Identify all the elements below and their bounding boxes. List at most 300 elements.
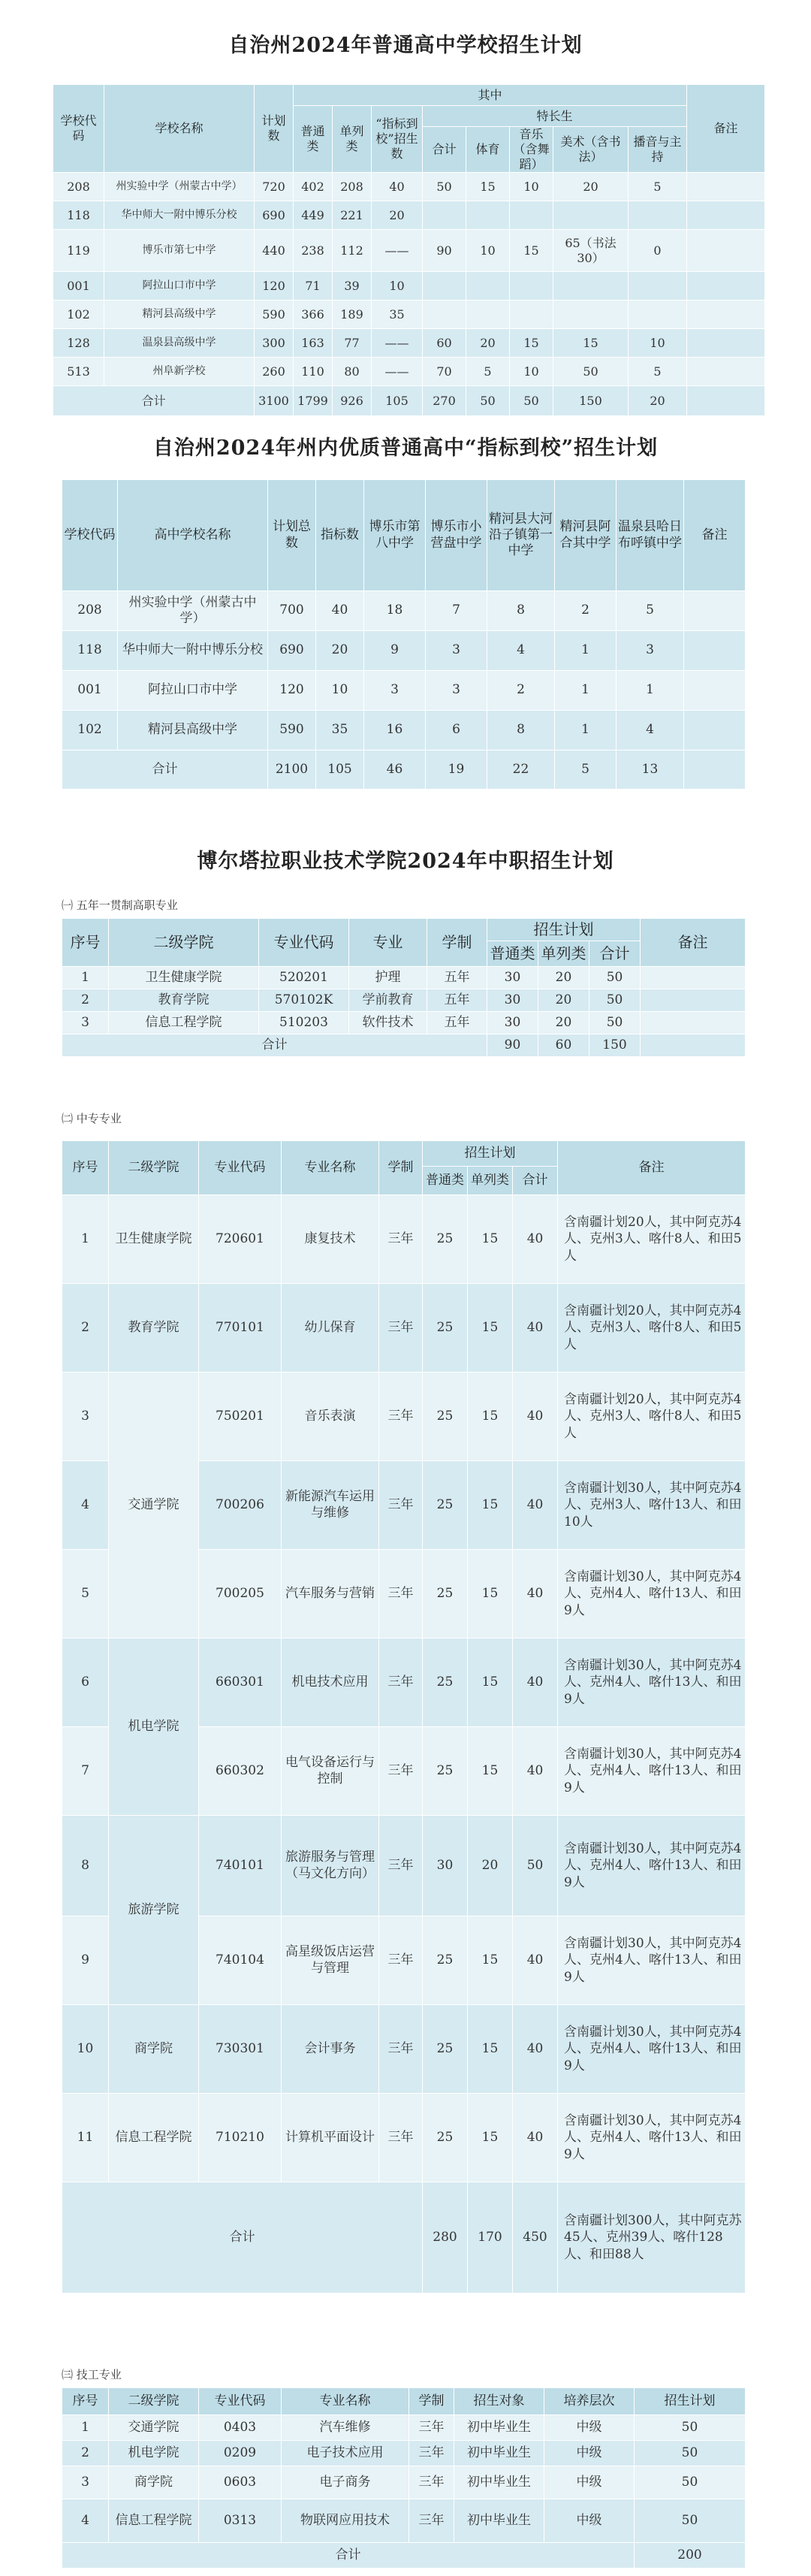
col-plan-total: 计划数 bbox=[255, 85, 294, 173]
cell-general: 25 bbox=[423, 1373, 468, 1461]
cell-col-6: 2 bbox=[487, 671, 555, 711]
total-remark bbox=[641, 1034, 746, 1057]
cell-col-4: 三年 bbox=[409, 2499, 454, 2543]
cell-col-4: 三年 bbox=[409, 2441, 454, 2466]
col-header-3: 指标数 bbox=[316, 480, 364, 591]
cell-single: 15 bbox=[468, 1727, 513, 1816]
cell-general: 25 bbox=[423, 1284, 468, 1373]
cell-single: 15 bbox=[468, 1284, 513, 1373]
cell-total: 40 bbox=[513, 1638, 558, 1727]
cell-col-0: 3 bbox=[62, 2466, 109, 2499]
cell-single: 15 bbox=[468, 2005, 513, 2094]
col-school-name: 学校名称 bbox=[104, 85, 255, 173]
cell-subtotal bbox=[423, 272, 466, 300]
total-row bbox=[62, 750, 746, 790]
cell-broadcast: 5 bbox=[629, 173, 687, 201]
cell-single: 15 bbox=[468, 1461, 513, 1550]
cell-col-5: 30 bbox=[487, 989, 538, 1012]
col-header-6: 精河县大河沿子镇第一中学 bbox=[487, 480, 555, 591]
cell-subtotal: 50 bbox=[423, 173, 466, 201]
cell-col-7: 50 bbox=[589, 967, 641, 989]
col-art: 美术（含书法） bbox=[553, 127, 629, 173]
total-single: 60 bbox=[538, 1034, 589, 1057]
cell-single: 20 bbox=[468, 1816, 513, 1916]
cell-school-code: 119 bbox=[53, 230, 104, 272]
cell-general: 30 bbox=[423, 1816, 468, 1916]
total-label: 合计 bbox=[62, 2543, 635, 2568]
cell-single: 926 bbox=[333, 386, 372, 416]
cell-art bbox=[553, 300, 629, 329]
cell-no: 9 bbox=[62, 1916, 109, 2005]
cell-plan-total: 590 bbox=[255, 300, 294, 329]
cell-sports: 50 bbox=[466, 386, 510, 416]
cell-single: 15 bbox=[468, 1195, 513, 1284]
cell-single: 80 bbox=[333, 358, 372, 386]
sub-five-year: ㈠ 五年一贯制高职专业 bbox=[62, 898, 178, 912]
cell-col-9 bbox=[684, 591, 746, 631]
total-row bbox=[62, 2182, 746, 2294]
cell-music bbox=[510, 201, 553, 230]
cell-col-4: 五年 bbox=[427, 989, 487, 1012]
col-no: 序号 bbox=[62, 919, 109, 967]
cell-col-3: 电子技术应用 bbox=[282, 2441, 409, 2466]
cell-remark bbox=[687, 386, 765, 416]
table-row bbox=[62, 1012, 746, 1034]
cell-no: 10 bbox=[62, 2005, 109, 2094]
cell-col-0: 102 bbox=[62, 711, 118, 750]
cell-plan-total: 3100 bbox=[255, 386, 294, 416]
col-college: 二级学院 bbox=[109, 919, 259, 967]
cell-major: 新能源汽车运用与维修 bbox=[282, 1461, 379, 1550]
col-subtotal: 合计 bbox=[423, 127, 466, 173]
cell-art: 50 bbox=[553, 358, 629, 386]
cell-col-5: 初中毕业生 bbox=[454, 2441, 544, 2466]
cell-code: 700206 bbox=[199, 1461, 282, 1550]
cell-col-7: 2 bbox=[555, 591, 617, 631]
total-single: 170 bbox=[468, 2182, 513, 2294]
cell-art: 150 bbox=[553, 386, 629, 416]
cell-col-2: 0403 bbox=[199, 2415, 282, 2441]
cell-col-2: 700 bbox=[268, 591, 316, 631]
cell-col-2: 590 bbox=[268, 711, 316, 750]
table-row bbox=[53, 329, 765, 358]
cell-col-2: 120 bbox=[268, 671, 316, 711]
cell-music: 10 bbox=[510, 173, 553, 201]
cell-major: 机电技术应用 bbox=[282, 1638, 379, 1727]
total-row bbox=[62, 2543, 746, 2568]
cell-general: 449 bbox=[294, 201, 333, 230]
table-row bbox=[62, 711, 746, 750]
cell-single: 208 bbox=[333, 173, 372, 201]
cell-note: 含南疆计划20人，其中阿克苏4人、克州3人、喀什8人、和田5人 bbox=[558, 1195, 746, 1284]
cell-no: 11 bbox=[62, 2094, 109, 2182]
cell-years: 三年 bbox=[379, 1916, 423, 2005]
table-row bbox=[62, 1373, 746, 1461]
cell-col-7: 50 bbox=[635, 2415, 746, 2441]
total-label: 合计 bbox=[62, 1034, 487, 1057]
section2-title: 自治州2024年州内优质普通高中“指标到校”招生计划 bbox=[152, 436, 659, 460]
table-row bbox=[53, 358, 765, 386]
table-row bbox=[53, 173, 765, 201]
cell-col-6: 中级 bbox=[544, 2415, 635, 2441]
cell-note: 含南疆计划20人，其中阿克苏4人、克州3人、喀什8人、和田5人 bbox=[558, 1373, 746, 1461]
cell-no: 8 bbox=[62, 1816, 109, 1916]
cell-art bbox=[553, 201, 629, 230]
cell-col-0: 4 bbox=[62, 2499, 109, 2543]
col-header-1: 高中学校名称 bbox=[118, 480, 268, 591]
col-remark: 备注 bbox=[558, 1141, 746, 1195]
cell-major: 音乐表演 bbox=[282, 1373, 379, 1461]
col-header-1: 二级学院 bbox=[109, 2388, 199, 2415]
cell-major: 电气设备运行与控制 bbox=[282, 1727, 379, 1816]
table-row bbox=[62, 1284, 746, 1373]
col-no: 序号 bbox=[62, 1141, 109, 1195]
col-header-4: 学制 bbox=[409, 2388, 454, 2415]
cell-years: 三年 bbox=[379, 1284, 423, 1373]
cell-sports: 20 bbox=[466, 329, 510, 358]
cell-single: 15 bbox=[468, 1373, 513, 1461]
cell-col-6: 8 bbox=[487, 711, 555, 750]
col-header-9: 备注 bbox=[684, 480, 746, 591]
total-cell-0: 合计 bbox=[62, 750, 268, 790]
cell-col-7: 1 bbox=[555, 711, 617, 750]
cell-col-4: 18 bbox=[364, 591, 426, 631]
cell-col-8: 4 bbox=[617, 711, 684, 750]
cell-col-1: 机电学院 bbox=[109, 2441, 199, 2466]
cell-col-3: 35 bbox=[316, 711, 364, 750]
cell-col-8: 3 bbox=[617, 631, 684, 671]
col-single: 单列类 bbox=[538, 941, 589, 967]
cell-col-7: 50 bbox=[635, 2441, 746, 2466]
total-cell-6: 5 bbox=[555, 750, 617, 790]
cell-general: 402 bbox=[294, 173, 333, 201]
col-remark: 备注 bbox=[687, 85, 765, 173]
cell-col-6: 20 bbox=[538, 1012, 589, 1034]
cell-general: 366 bbox=[294, 300, 333, 329]
cell-col-1: 阿拉山口市中学 bbox=[118, 671, 268, 711]
table-row bbox=[62, 1816, 746, 1916]
cell-total: 40 bbox=[513, 1373, 558, 1461]
col-years: 学制 bbox=[379, 1141, 423, 1195]
cell-general: 25 bbox=[423, 1916, 468, 2005]
cell-col-5: 30 bbox=[487, 967, 538, 989]
col-single: 单列类 bbox=[468, 1167, 513, 1195]
cell-single: 77 bbox=[333, 329, 372, 358]
cell-col-2: 0313 bbox=[199, 2499, 282, 2543]
cell-col-5: 初中毕业生 bbox=[454, 2466, 544, 2499]
cell-no: 1 bbox=[62, 1195, 109, 1284]
sub-secondary: ㈡ 中专专业 bbox=[62, 1112, 122, 1125]
col-total: 合计 bbox=[589, 941, 641, 967]
col-of-which: 其中 bbox=[294, 85, 687, 106]
cell-total: 40 bbox=[513, 2094, 558, 2182]
cell-col-7: 50 bbox=[589, 989, 641, 1012]
cell-col-8 bbox=[641, 967, 746, 989]
cell-subtotal bbox=[423, 300, 466, 329]
col-header-8: 温泉县哈日布呼镇中学 bbox=[617, 480, 684, 591]
cell-school-code: 128 bbox=[53, 329, 104, 358]
cell-years: 三年 bbox=[379, 1373, 423, 1461]
table-target-plan bbox=[62, 479, 746, 790]
cell-general: 25 bbox=[423, 1550, 468, 1638]
cell-code: 740104 bbox=[199, 1916, 282, 2005]
cell-music: 10 bbox=[510, 358, 553, 386]
cell-col-2: 0209 bbox=[199, 2441, 282, 2466]
cell-general: 25 bbox=[423, 1638, 468, 1727]
cell-col-2: 520201 bbox=[259, 967, 349, 989]
cell-code: 660301 bbox=[199, 1638, 282, 1727]
col-single: 单列类 bbox=[333, 106, 372, 173]
cell-col-2: 570102K bbox=[259, 989, 349, 1012]
table-row bbox=[53, 230, 765, 272]
total-cell-2: 105 bbox=[316, 750, 364, 790]
cell-plan-total: 720 bbox=[255, 173, 294, 201]
cell-code: 730301 bbox=[199, 2005, 282, 2094]
col-school-code: 学校代码 bbox=[53, 85, 104, 173]
table-high-school-plan bbox=[53, 84, 765, 416]
col-music: 音乐（含舞蹈） bbox=[510, 127, 553, 173]
section3-title: 博尔塔拉职业技术学院2024年中职招生计划 bbox=[197, 850, 614, 873]
col-header-3: 专业名称 bbox=[282, 2388, 409, 2415]
sub-technical: ㈢ 技工专业 bbox=[62, 2368, 122, 2381]
cell-col-0: 208 bbox=[62, 591, 118, 631]
cell-broadcast: 20 bbox=[629, 386, 687, 416]
cell-single: 15 bbox=[468, 1916, 513, 2005]
cell-col-9 bbox=[684, 671, 746, 711]
total-general: 90 bbox=[487, 1034, 538, 1057]
cell-major: 汽车服务与营销 bbox=[282, 1550, 379, 1638]
cell-col-5: 3 bbox=[426, 631, 487, 671]
cell-years: 三年 bbox=[379, 1195, 423, 1284]
cell-music bbox=[510, 300, 553, 329]
total-total: 450 bbox=[513, 2182, 558, 2294]
table-row bbox=[62, 591, 746, 631]
cell-no: 4 bbox=[62, 1461, 109, 1550]
cell-music: 15 bbox=[510, 329, 553, 358]
cell-college: 教育学院 bbox=[109, 1284, 199, 1373]
cell-col-4: 五年 bbox=[427, 1012, 487, 1034]
table-row bbox=[62, 2441, 746, 2466]
cell-col-4: 9 bbox=[364, 631, 426, 671]
cell-art: 65（书法30） bbox=[553, 230, 629, 272]
cell-note: 含南疆计划30人，其中阿克苏4人、克州4人、喀什13人、和田9人 bbox=[558, 1638, 746, 1727]
cell-col-2: 510203 bbox=[259, 1012, 349, 1034]
cell-col-1: 教育学院 bbox=[109, 989, 259, 1012]
cell-col-0: 001 bbox=[62, 671, 118, 711]
cell-col-3: 护理 bbox=[349, 967, 427, 989]
cell-major: 高星级饭店运营与管理 bbox=[282, 1916, 379, 2005]
cell-col-6: 中级 bbox=[544, 2499, 635, 2543]
cell-plan-total: 260 bbox=[255, 358, 294, 386]
cell-note: 含南疆计划30人，其中阿克苏4人、克州4人、喀什13人、和田9人 bbox=[558, 1816, 746, 1916]
cell-col-0: 1 bbox=[62, 967, 109, 989]
cell-col-1: 精河县高级中学 bbox=[118, 711, 268, 750]
table-technical bbox=[62, 2387, 746, 2568]
cell-subtotal: 270 bbox=[423, 386, 466, 416]
cell-target: 20 bbox=[372, 201, 423, 230]
cell-broadcast bbox=[629, 272, 687, 300]
total-cell-7: 13 bbox=[617, 750, 684, 790]
cell-school-name: 博乐市第七中学 bbox=[104, 230, 255, 272]
cell-total: 40 bbox=[513, 2005, 558, 2094]
cell-col-5: 3 bbox=[426, 671, 487, 711]
col-header-7: 精河县阿合其中学 bbox=[555, 480, 617, 591]
col-major: 专业 bbox=[349, 919, 427, 967]
cell-col-4: 16 bbox=[364, 711, 426, 750]
cell-years: 三年 bbox=[379, 1727, 423, 1816]
col-header-2: 专业代码 bbox=[199, 2388, 282, 2415]
cell-note: 含南疆计划30人，其中阿克苏4人、克州4人、喀什13人、和田9人 bbox=[558, 2094, 746, 2182]
cell-col-0: 2 bbox=[62, 2441, 109, 2466]
cell-no: 7 bbox=[62, 1727, 109, 1816]
cell-school-name: 州实验中学（州蒙古中学） bbox=[104, 173, 255, 201]
total-cell-1: 2100 bbox=[268, 750, 316, 790]
cell-col-5: 30 bbox=[487, 1012, 538, 1034]
table-row bbox=[62, 1195, 746, 1284]
cell-note: 含南疆计划30人，其中阿克苏4人、克州4人、喀什13人、和田9人 bbox=[558, 1727, 746, 1816]
table-row bbox=[62, 1638, 746, 1727]
cell-total: 40 bbox=[513, 1727, 558, 1816]
cell-subtotal bbox=[423, 201, 466, 230]
table-row bbox=[62, 989, 746, 1012]
cell-code: 740101 bbox=[199, 1816, 282, 1916]
cell-col-1: 卫生健康学院 bbox=[109, 967, 259, 989]
cell-school-code: 102 bbox=[53, 300, 104, 329]
cell-col-6: 中级 bbox=[544, 2466, 635, 2499]
cell-total: 40 bbox=[513, 1550, 558, 1638]
cell-col-2: 0603 bbox=[199, 2466, 282, 2499]
col-header-7: 招生计划 bbox=[635, 2388, 746, 2415]
cell-col-4: 三年 bbox=[409, 2466, 454, 2499]
cell-music bbox=[510, 272, 553, 300]
cell-total: 40 bbox=[513, 1195, 558, 1284]
cell-sports: 5 bbox=[466, 358, 510, 386]
col-general: 普通类 bbox=[487, 941, 538, 967]
cell-sports bbox=[466, 272, 510, 300]
cell-col-7: 1 bbox=[555, 671, 617, 711]
cell-general: 25 bbox=[423, 1461, 468, 1550]
cell-subtotal: 90 bbox=[423, 230, 466, 272]
cell-college: 旅游学院 bbox=[109, 1816, 199, 2005]
cell-general: 25 bbox=[423, 1195, 468, 1284]
cell-col-7: 50 bbox=[635, 2466, 746, 2499]
cell-col-2: 690 bbox=[268, 631, 316, 671]
cell-single: 15 bbox=[468, 1550, 513, 1638]
cell-school-code: 118 bbox=[53, 201, 104, 230]
total-row bbox=[62, 1034, 746, 1057]
cell-broadcast: 0 bbox=[629, 230, 687, 272]
col-plan: 招生计划 bbox=[487, 919, 641, 941]
cell-target: —— bbox=[372, 329, 423, 358]
cell-single: 15 bbox=[468, 1638, 513, 1727]
col-header-5: 博乐市小营盘中学 bbox=[426, 480, 487, 591]
cell-target: 10 bbox=[372, 272, 423, 300]
cell-col-0: 2 bbox=[62, 989, 109, 1012]
cell-single: 39 bbox=[333, 272, 372, 300]
total-label: 合计 bbox=[62, 2182, 423, 2294]
table-row bbox=[53, 272, 765, 300]
cell-art: 20 bbox=[553, 173, 629, 201]
cell-music: 50 bbox=[510, 386, 553, 416]
col-specialty: 特长生 bbox=[423, 106, 687, 127]
cell-col-0: 3 bbox=[62, 1012, 109, 1034]
cell-remark bbox=[687, 230, 765, 272]
cell-remark bbox=[687, 173, 765, 201]
cell-general: 25 bbox=[423, 2094, 468, 2182]
total-cell-5: 22 bbox=[487, 750, 555, 790]
cell-college: 卫生健康学院 bbox=[109, 1195, 199, 1284]
cell-single: 221 bbox=[333, 201, 372, 230]
col-header-6: 培养层次 bbox=[544, 2388, 635, 2415]
cell-sports bbox=[466, 201, 510, 230]
cell-col-5: 初中毕业生 bbox=[454, 2499, 544, 2543]
cell-remark bbox=[687, 358, 765, 386]
cell-remark bbox=[687, 272, 765, 300]
cell-col-8: 1 bbox=[617, 671, 684, 711]
cell-target: 35 bbox=[372, 300, 423, 329]
cell-plan-total: 120 bbox=[255, 272, 294, 300]
cell-no: 5 bbox=[62, 1550, 109, 1638]
cell-school-name: 阿拉山口市中学 bbox=[104, 272, 255, 300]
cell-years: 三年 bbox=[379, 1638, 423, 1727]
cell-code: 770101 bbox=[199, 1284, 282, 1373]
cell-broadcast bbox=[629, 300, 687, 329]
cell-total: 40 bbox=[513, 1916, 558, 2005]
cell-col-6: 20 bbox=[538, 989, 589, 1012]
table-row bbox=[62, 2415, 746, 2441]
cell-sports: 10 bbox=[466, 230, 510, 272]
cell-school-name: 华中师大一附中博乐分校 bbox=[104, 201, 255, 230]
cell-col-9 bbox=[684, 631, 746, 671]
cell-major: 康复技术 bbox=[282, 1195, 379, 1284]
cell-col-1: 信息工程学院 bbox=[109, 2499, 199, 2543]
cell-note: 含南疆计划30人，其中阿克苏4人、克州4人、喀什13人、和田9人 bbox=[558, 1550, 746, 1638]
cell-single: 112 bbox=[333, 230, 372, 272]
cell-col-8 bbox=[641, 1012, 746, 1034]
cell-col-9 bbox=[684, 711, 746, 750]
col-header-0: 序号 bbox=[62, 2388, 109, 2415]
col-general: 普通类 bbox=[294, 106, 333, 173]
table-row bbox=[62, 2094, 746, 2182]
cell-sports: 15 bbox=[466, 173, 510, 201]
cell-broadcast: 10 bbox=[629, 329, 687, 358]
cell-col-5: 7 bbox=[426, 591, 487, 631]
cell-college: 信息工程学院 bbox=[109, 2094, 199, 2182]
cell-school-code: 合计 bbox=[53, 386, 255, 416]
cell-col-3: 汽车维修 bbox=[282, 2415, 409, 2441]
cell-major: 计算机平面设计 bbox=[282, 2094, 379, 2182]
table-row bbox=[62, 631, 746, 671]
col-years: 学制 bbox=[427, 919, 487, 967]
col-header-4: 博乐市第八中学 bbox=[364, 480, 426, 591]
cell-target: —— bbox=[372, 230, 423, 272]
total-cell-4: 19 bbox=[426, 750, 487, 790]
cell-col-7: 50 bbox=[589, 1012, 641, 1034]
total-cell-3: 46 bbox=[364, 750, 426, 790]
cell-code: 700205 bbox=[199, 1550, 282, 1638]
cell-plan-total: 690 bbox=[255, 201, 294, 230]
cell-col-1: 交通学院 bbox=[109, 2415, 199, 2441]
col-broadcast: 播音与主持 bbox=[629, 127, 687, 173]
col-code: 专业代码 bbox=[199, 1141, 282, 1195]
cell-years: 三年 bbox=[379, 2094, 423, 2182]
cell-col-3: 10 bbox=[316, 671, 364, 711]
cell-col-3: 软件技术 bbox=[349, 1012, 427, 1034]
total-cell-8 bbox=[684, 750, 746, 790]
table-row bbox=[53, 201, 765, 230]
cell-col-3: 电子商务 bbox=[282, 2466, 409, 2499]
cell-plan-total: 300 bbox=[255, 329, 294, 358]
